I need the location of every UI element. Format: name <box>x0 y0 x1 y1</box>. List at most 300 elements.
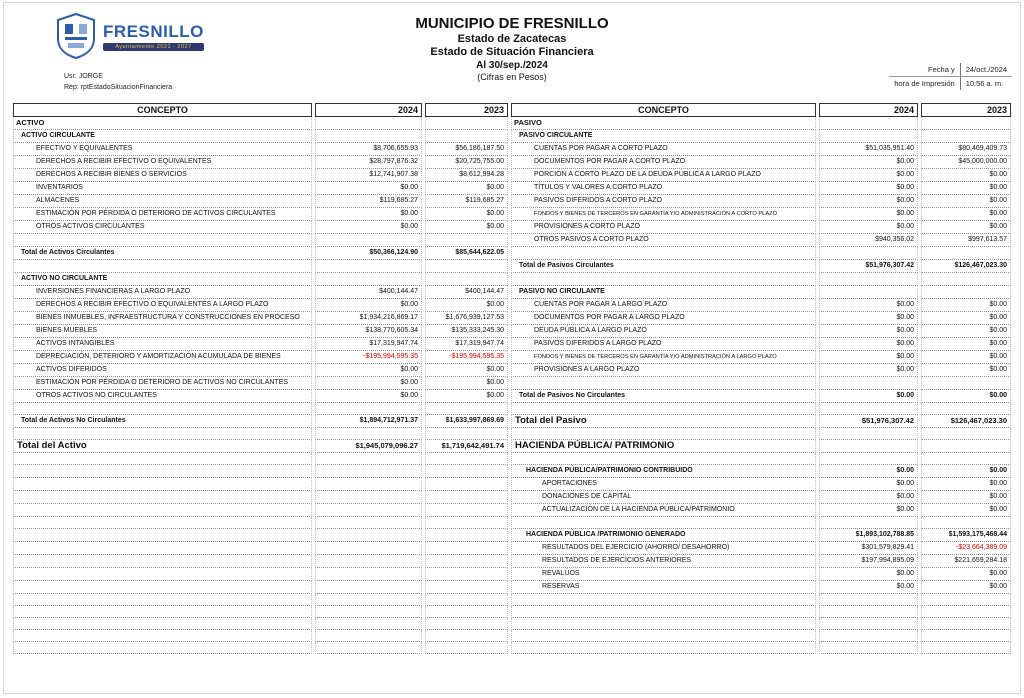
value-cell: $940,356.02 <box>819 234 918 247</box>
value-cell <box>315 568 422 581</box>
value-cell: $0.00 <box>921 338 1011 351</box>
value-cell: $0.00 <box>921 568 1011 581</box>
concept-cell <box>13 234 312 247</box>
value-cell: $0.00 <box>315 182 422 195</box>
value-cell: $997,613.57 <box>921 234 1011 247</box>
value-cell: $0.00 <box>315 208 422 221</box>
concept-cell <box>13 542 312 555</box>
value-cell <box>315 594 422 606</box>
value-cell <box>315 465 422 478</box>
value-cell: $0.00 <box>921 364 1011 377</box>
value-cell <box>425 618 508 630</box>
value-cell <box>425 428 508 440</box>
value-cell: $0.00 <box>315 364 422 377</box>
concept-cell: Total de Activos No Circulantes <box>13 415 312 428</box>
value-cell: $0.00 <box>819 312 918 325</box>
value-cell: $400,144.47 <box>315 286 422 299</box>
value-cell: $0.00 <box>425 208 508 221</box>
value-cell: $0.00 <box>819 208 918 221</box>
concept-cell: RESERVAS <box>511 581 816 594</box>
value-cell: -$195,994,595.35 <box>425 351 508 364</box>
concept-cell: HACIENDA PÚBLICA/PATRIMONIO CONTRIBUIDO <box>511 465 816 478</box>
value-cell <box>425 260 508 273</box>
table-row <box>13 529 1011 542</box>
concept-cell: BIENES MUEBLES <box>13 325 312 338</box>
value-cell: $0.00 <box>819 221 918 234</box>
value-cell <box>425 630 508 642</box>
concept-cell: Total del Pasivo <box>511 415 816 428</box>
value-cell <box>425 542 508 555</box>
value-cell <box>425 555 508 568</box>
value-cell <box>921 273 1011 286</box>
value-cell <box>921 117 1011 130</box>
value-cell <box>315 491 422 504</box>
report-line: Rep: rptEstadoSituacionFinanciera <box>64 84 173 91</box>
table-row <box>13 312 1011 325</box>
print-info <box>889 63 1012 90</box>
concept-cell: FONDOS Y BIENES DE TERCEROS EN GARANTÍA Y/O ADMINISTRACIÓN A CORTO PLAZO <box>511 208 816 221</box>
value-cell <box>315 453 422 465</box>
value-cell <box>315 260 422 273</box>
value-cell <box>819 428 918 440</box>
table-row <box>13 130 1011 143</box>
concept-cell: PASIVO NO CIRCULANTE <box>511 286 816 299</box>
value-cell: $135,333,245.30 <box>425 325 508 338</box>
concept-cell: DOCUMENTOS POR PAGAR A CORTO PLAZO <box>511 156 816 169</box>
table-row <box>13 478 1011 491</box>
report-meta <box>64 71 172 93</box>
report-page <box>3 2 1021 694</box>
table-row <box>13 465 1011 478</box>
concept-cell: Total de Activos Circulantes <box>13 247 312 260</box>
value-cell: $0.00 <box>315 377 422 390</box>
value-cell: $0.00 <box>819 478 918 491</box>
table-row <box>13 403 1011 415</box>
value-cell: $0.00 <box>819 338 918 351</box>
value-cell: $0.00 <box>819 299 918 312</box>
table-row <box>13 169 1011 182</box>
value-cell <box>425 273 508 286</box>
table-row <box>13 377 1011 390</box>
concept-cell: DERECHOS A RECIBIR EFECTIVO O EQUIVALENTES <box>13 156 312 169</box>
value-cell <box>819 517 918 529</box>
value-cell <box>425 117 508 130</box>
concept-cell <box>511 403 816 415</box>
value-cell: $12,741,907.38 <box>315 169 422 182</box>
logo-subtitle: Ayuntamiento 2021 - 2027 <box>103 43 204 51</box>
value-cell: $0.00 <box>425 364 508 377</box>
value-cell: $56,186,187.50 <box>425 143 508 156</box>
concept-cell: HACIENDA PÚBLICA/ PATRIMONIO <box>511 440 816 453</box>
concept-cell: OTROS ACTIVOS CIRCULANTES <box>13 221 312 234</box>
value-cell: $0.00 <box>819 195 918 208</box>
value-cell: $0.00 <box>425 299 508 312</box>
concept-cell <box>13 491 312 504</box>
value-cell: $0.00 <box>819 169 918 182</box>
table-row <box>13 221 1011 234</box>
value-cell: $0.00 <box>425 390 508 403</box>
value-cell <box>425 581 508 594</box>
financial-table-body <box>13 117 1011 654</box>
value-cell: $0.00 <box>921 208 1011 221</box>
table-row <box>13 260 1011 273</box>
value-cell: $17,319,947.74 <box>425 338 508 351</box>
table-row <box>13 594 1011 606</box>
concept-cell <box>511 377 816 390</box>
concept-cell: Total de Pasivos Circulantes <box>511 260 816 273</box>
concept-cell <box>13 581 312 594</box>
value-cell <box>921 642 1011 654</box>
value-cell <box>819 618 918 630</box>
concept-cell: DERECHOS A RECIBIR BIENES O SERVICIOS <box>13 169 312 182</box>
table-row <box>13 568 1011 581</box>
value-cell <box>425 465 508 478</box>
header-concepto-right: CONCEPTO <box>511 103 816 117</box>
concept-cell <box>13 478 312 491</box>
value-cell: $80,469,409.73 <box>921 143 1011 156</box>
value-cell <box>921 440 1011 453</box>
value-cell <box>819 286 918 299</box>
value-cell <box>819 453 918 465</box>
concept-cell <box>13 606 312 618</box>
value-cell <box>921 130 1011 143</box>
value-cell: $51,976,307.42 <box>819 260 918 273</box>
table-row <box>13 606 1011 618</box>
table-row <box>13 630 1011 642</box>
table-row <box>13 581 1011 594</box>
table-row <box>13 143 1011 156</box>
value-cell: $0.00 <box>315 390 422 403</box>
value-cell: $400,144.47 <box>425 286 508 299</box>
concept-cell: TÍTULOS Y VALORES A CORTO PLAZO <box>511 182 816 195</box>
value-cell <box>315 117 422 130</box>
value-cell <box>921 453 1011 465</box>
concept-cell: INVENTARIOS <box>13 182 312 195</box>
value-cell <box>315 130 422 143</box>
value-cell: $0.00 <box>819 156 918 169</box>
value-cell: $0.00 <box>315 221 422 234</box>
concept-cell: DOCUMENTOS POR PAGAR A LARGO PLAZO <box>511 312 816 325</box>
value-cell <box>315 529 422 542</box>
value-cell: $0.00 <box>921 581 1011 594</box>
value-cell: $20,725,755.00 <box>425 156 508 169</box>
concept-cell <box>511 517 816 529</box>
value-cell <box>819 440 918 453</box>
concept-cell <box>13 465 312 478</box>
print-time-label: hora de Impresión <box>894 79 955 88</box>
concept-cell: BIENES INMUEBLES, INFRAESTRUCTURA Y CONSTRUCCIONES EN PROCESO <box>13 312 312 325</box>
value-cell: $0.00 <box>315 299 422 312</box>
concept-cell: RESULTADOS DEL EJERCICIO (AHORRO/ DESAHORRO) <box>511 542 816 555</box>
concept-cell: ACTUALIZACIÓN DE LA HACIENDA PÚBLICA/PATRIMONIO <box>511 504 816 517</box>
table-row <box>13 156 1011 169</box>
value-cell <box>921 377 1011 390</box>
table-row <box>13 325 1011 338</box>
value-cell <box>425 594 508 606</box>
value-cell: $85,644,622.05 <box>425 247 508 260</box>
value-cell: $0.00 <box>819 364 918 377</box>
value-cell: $0.00 <box>819 390 918 403</box>
value-cell: $50,366,124.90 <box>315 247 422 260</box>
value-cell: $0.00 <box>921 390 1011 403</box>
value-cell: $0.00 <box>819 465 918 478</box>
value-cell <box>921 403 1011 415</box>
value-cell <box>315 642 422 654</box>
value-cell: $126,467,023.30 <box>921 260 1011 273</box>
value-cell <box>315 428 422 440</box>
value-cell <box>425 491 508 504</box>
value-cell: $0.00 <box>425 377 508 390</box>
concept-cell <box>511 642 816 654</box>
value-cell: $0.00 <box>921 465 1011 478</box>
value-cell <box>819 594 918 606</box>
value-cell <box>819 606 918 618</box>
value-cell: $1,633,997,869.69 <box>425 415 508 428</box>
concept-cell <box>511 618 816 630</box>
value-cell: $0.00 <box>819 568 918 581</box>
table-row <box>13 555 1011 568</box>
value-cell: $1,719,642,491.74 <box>425 440 508 453</box>
concept-cell <box>511 630 816 642</box>
as-of-date: Al 30/sep./2024 <box>476 60 548 71</box>
concept-cell: ACTIVO <box>13 117 312 130</box>
table-row <box>13 273 1011 286</box>
concept-cell <box>13 260 312 273</box>
value-cell <box>315 555 422 568</box>
value-cell: -$195,994,595.35 <box>315 351 422 364</box>
concept-cell: DERECHOS A RECIBIR EFECTIVO O EQUIVALENTES A LARGO PLAZO <box>13 299 312 312</box>
concept-cell: ACTIVOS INTANGIBLES <box>13 338 312 351</box>
concept-cell: REVALÚOS <box>511 568 816 581</box>
value-cell <box>315 630 422 642</box>
concept-cell: PASIVO CIRCULANTE <box>511 130 816 143</box>
concept-cell <box>511 453 816 465</box>
print-time-value: 10:56 a. m. <box>960 77 1012 91</box>
concept-cell: ACTIVO NO CIRCULANTE <box>13 273 312 286</box>
value-cell <box>425 403 508 415</box>
concept-cell <box>13 529 312 542</box>
concept-cell <box>13 403 312 415</box>
value-cell <box>425 478 508 491</box>
concept-cell: DONACIONES DE CAPITAL <box>511 491 816 504</box>
concept-cell <box>13 517 312 529</box>
concept-cell <box>511 247 816 260</box>
header-2023-right: 2023 <box>921 103 1011 117</box>
header-2024-right: 2024 <box>819 103 918 117</box>
value-cell: $197,994,895.09 <box>819 555 918 568</box>
value-cell: $0.00 <box>921 504 1011 517</box>
value-cell <box>425 642 508 654</box>
value-cell <box>425 517 508 529</box>
concept-cell: APORTACIONES <box>511 478 816 491</box>
value-cell: $221,659,284.18 <box>921 555 1011 568</box>
value-cell: $28,797,876.32 <box>315 156 422 169</box>
print-date-label: Fecha y <box>889 63 960 77</box>
concept-cell: ESTIMACIÓN POR PÉRDIDA O DETERIORO DE ACTIVOS NO CIRCULANTES <box>13 377 312 390</box>
concept-cell <box>511 606 816 618</box>
table-row <box>13 195 1011 208</box>
value-cell <box>315 618 422 630</box>
table-row <box>13 517 1011 529</box>
concept-cell: CUENTAS POR PAGAR A LARGO PLAZO <box>511 299 816 312</box>
table-row <box>13 299 1011 312</box>
concept-cell: Total de Pasivos No Circulantes <box>511 390 816 403</box>
value-cell: $51,976,307.42 <box>819 415 918 428</box>
value-cell: $0.00 <box>819 504 918 517</box>
value-cell <box>921 630 1011 642</box>
table-row <box>13 504 1011 517</box>
concept-cell: OTROS PASIVOS A CORTO PLAZO <box>511 234 816 247</box>
concept-cell <box>511 428 816 440</box>
value-cell: $8,706,655.93 <box>315 143 422 156</box>
value-cell: $0.00 <box>425 221 508 234</box>
table-row <box>13 642 1011 654</box>
concept-cell <box>13 504 312 517</box>
value-cell: $0.00 <box>921 195 1011 208</box>
value-cell <box>921 286 1011 299</box>
concept-cell: ACTIVOS DIFERIDOS <box>13 364 312 377</box>
value-cell: $0.00 <box>921 221 1011 234</box>
value-cell: $0.00 <box>921 351 1011 364</box>
table-row <box>13 286 1011 299</box>
header-2024-left: 2024 <box>315 103 422 117</box>
value-cell <box>425 529 508 542</box>
concept-cell: RESULTADOS DE EJERCICIOS ANTERIORES <box>511 555 816 568</box>
value-cell: $1,934,216,869.17 <box>315 312 422 325</box>
print-date-value: 24/oct./2024 <box>960 63 1012 77</box>
value-cell <box>315 403 422 415</box>
units-note: (Cifras en Pesos) <box>477 72 547 82</box>
state-subtitle: Estado de Zacatecas <box>457 33 567 45</box>
value-cell: $0.00 <box>921 491 1011 504</box>
concept-cell: DEPRECIACIÓN, DETERIORO Y AMORTIZACIÓN ACUMULADA DE BIENES <box>13 351 312 364</box>
value-cell: $1,945,079,096.27 <box>315 440 422 453</box>
table-row <box>13 415 1011 428</box>
value-cell: $138,770,605.34 <box>315 325 422 338</box>
value-cell: $0.00 <box>921 312 1011 325</box>
table-row <box>13 390 1011 403</box>
concept-cell <box>13 630 312 642</box>
value-cell: $119,685.27 <box>315 195 422 208</box>
value-cell: $0.00 <box>921 478 1011 491</box>
concept-cell <box>511 594 816 606</box>
table-row <box>13 542 1011 555</box>
value-cell <box>921 594 1011 606</box>
concept-cell: HACIENDA PÚBLICA /PATRIMONIO GENERADO <box>511 529 816 542</box>
value-cell <box>819 117 918 130</box>
table-row <box>13 440 1011 453</box>
value-cell: $17,319,947.74 <box>315 338 422 351</box>
value-cell: $1,676,939,127.53 <box>425 312 508 325</box>
value-cell: $0.00 <box>819 581 918 594</box>
table-row <box>13 247 1011 260</box>
table-row <box>13 453 1011 465</box>
value-cell <box>819 130 918 143</box>
value-cell: $0.00 <box>921 325 1011 338</box>
value-cell <box>315 542 422 555</box>
value-cell: $51,035,951.40 <box>819 143 918 156</box>
value-cell: $0.00 <box>425 182 508 195</box>
concept-cell: PASIVOS DIFERIDOS A CORTO PLAZO <box>511 195 816 208</box>
value-cell: $45,000,000.00 <box>921 156 1011 169</box>
concept-cell: PROVISIONES A CORTO PLAZO <box>511 221 816 234</box>
value-cell: $1,893,102,788.85 <box>819 529 918 542</box>
concept-cell: PORCIÓN A CORTO PLAZO DE LA DEUDA PÚBLICA A LARGO PLAZO <box>511 169 816 182</box>
value-cell <box>921 247 1011 260</box>
user-line: Usr: JORGE <box>64 73 103 80</box>
value-cell: $8,612,994.28 <box>425 169 508 182</box>
concept-cell: OTROS ACTIVOS NO CIRCULANTES <box>13 390 312 403</box>
value-cell <box>921 606 1011 618</box>
value-cell: $0.00 <box>819 325 918 338</box>
page-title: MUNICIPIO DE FRESNILLO <box>415 15 609 32</box>
value-cell: -$23,664,389.09 <box>921 542 1011 555</box>
value-cell: $0.00 <box>921 182 1011 195</box>
value-cell: $1,593,175,468.44 <box>921 529 1011 542</box>
table-row <box>13 618 1011 630</box>
value-cell <box>315 273 422 286</box>
table-row <box>13 351 1011 364</box>
value-cell: $0.00 <box>819 491 918 504</box>
concept-cell: INVERSIONES FINANCIERAS A LARGO PLAZO <box>13 286 312 299</box>
table-header-row <box>13 103 1011 117</box>
concept-cell <box>13 453 312 465</box>
value-cell <box>425 130 508 143</box>
value-cell <box>921 517 1011 529</box>
concept-cell: PASIVO <box>511 117 816 130</box>
concept-cell: FONDOS Y BIENES DE TERCEROS EN GARANTÍA Y/O ADMINISTRACIÓN A LARGO PLAZO <box>511 351 816 364</box>
value-cell <box>819 403 918 415</box>
value-cell <box>921 618 1011 630</box>
value-cell <box>819 630 918 642</box>
value-cell <box>315 581 422 594</box>
value-cell: $0.00 <box>921 169 1011 182</box>
value-cell <box>425 568 508 581</box>
concept-cell: Total del Activo <box>13 440 312 453</box>
concept-cell: DEUDA PÚBLICA A LARGO PLAZO <box>511 325 816 338</box>
concept-cell: ESTIMACIÓN POR PÉRDIDA O DETERIORO DE ACTIVOS CIRCULANTES <box>13 208 312 221</box>
value-cell: $0.00 <box>921 299 1011 312</box>
header-2023-left: 2023 <box>425 103 508 117</box>
report-subtitle: Estado de Situación Financiera <box>430 46 594 58</box>
table-row <box>13 491 1011 504</box>
value-cell <box>315 517 422 529</box>
concept-cell: PROVISIONES A LARGO PLAZO <box>511 364 816 377</box>
value-cell <box>425 234 508 247</box>
concept-cell <box>13 618 312 630</box>
value-cell: $301,579,829.41 <box>819 542 918 555</box>
value-cell <box>315 234 422 247</box>
concept-cell: CUENTAS POR PAGAR A CORTO PLAZO <box>511 143 816 156</box>
value-cell <box>921 428 1011 440</box>
value-cell <box>819 642 918 654</box>
table-row <box>13 208 1011 221</box>
value-cell <box>425 453 508 465</box>
concept-cell: ALMACENES <box>13 195 312 208</box>
value-cell <box>315 504 422 517</box>
table-row <box>13 234 1011 247</box>
concept-cell: EFECTIVO Y EQUIVALENTES <box>13 143 312 156</box>
value-cell: $0.00 <box>819 182 918 195</box>
concept-cell <box>511 273 816 286</box>
concept-cell <box>13 594 312 606</box>
value-cell: $126,467,023.30 <box>921 415 1011 428</box>
table-row <box>13 182 1011 195</box>
table-row <box>13 364 1011 377</box>
financial-table <box>10 103 1014 654</box>
value-cell <box>819 273 918 286</box>
value-cell: $119,685.27 <box>425 195 508 208</box>
